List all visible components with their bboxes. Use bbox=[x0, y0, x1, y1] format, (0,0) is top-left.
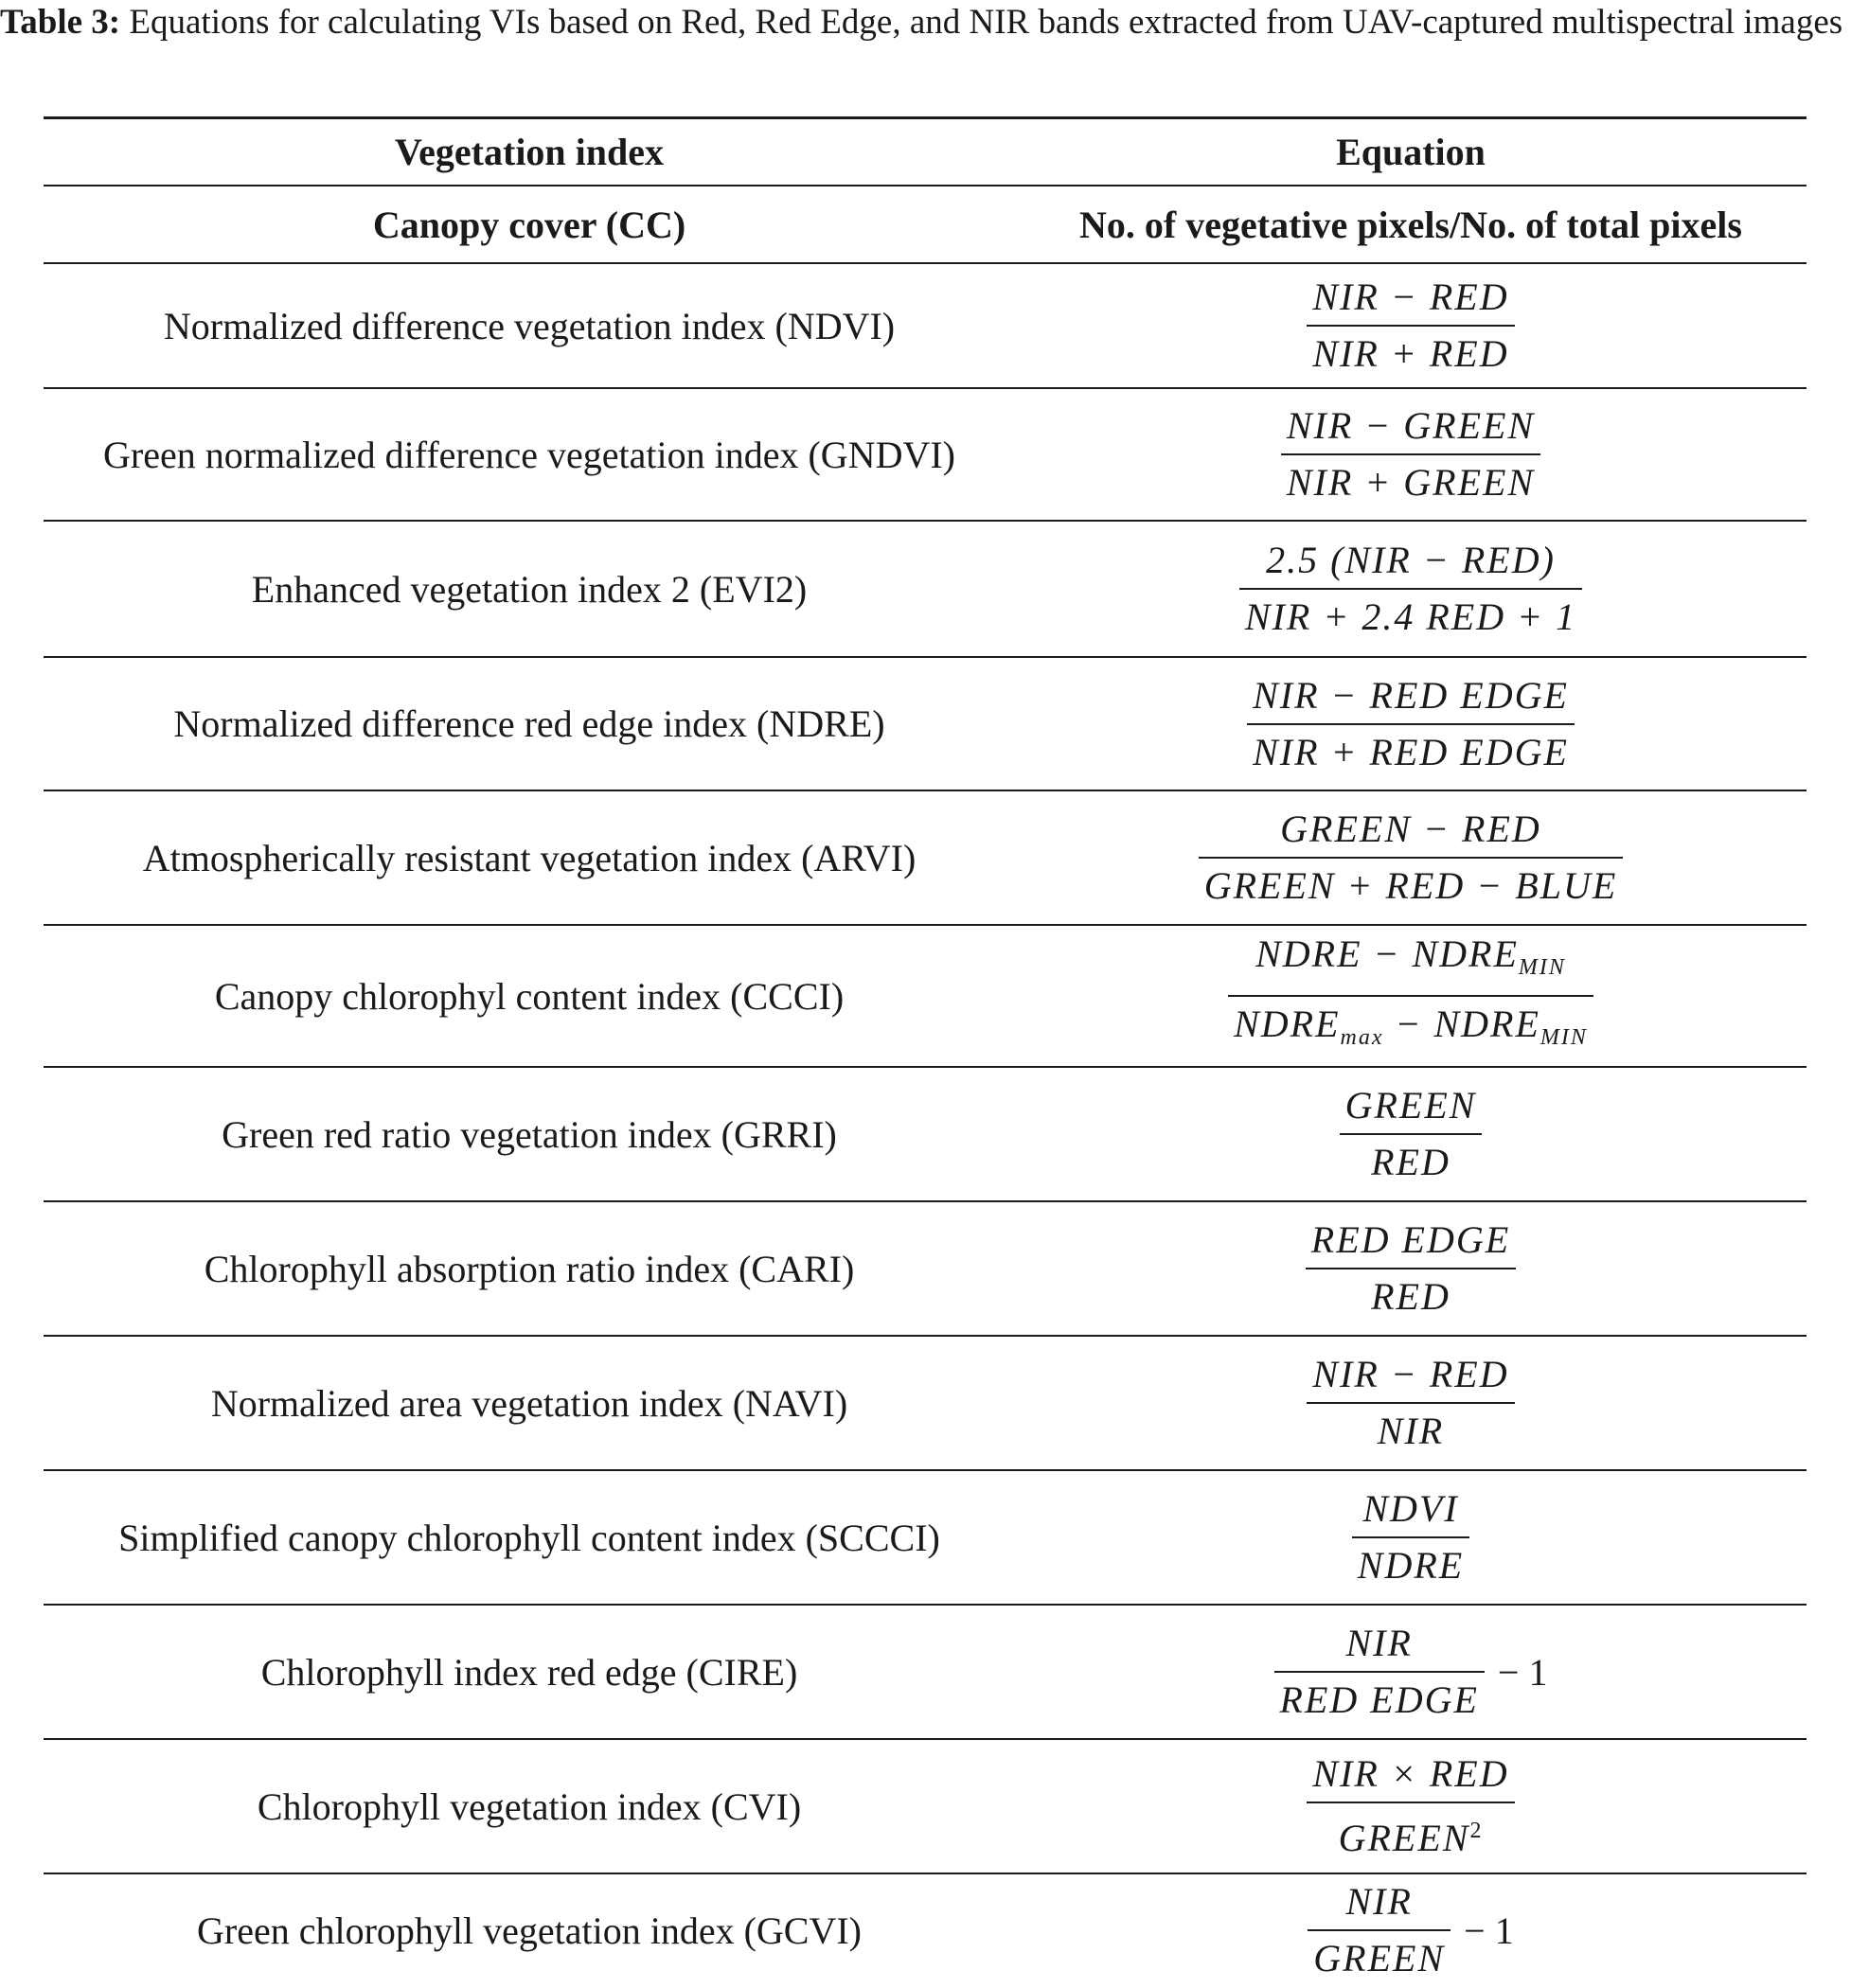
numerator-text: NDRE − NDRE bbox=[1255, 932, 1519, 975]
table-row-gcvi bbox=[44, 1874, 1807, 1986]
denominator: RED bbox=[1371, 1275, 1451, 1318]
table-row-cvi bbox=[44, 1740, 1807, 1873]
equation-fraction bbox=[1307, 1347, 1514, 1459]
numerator: GREEN − RED bbox=[1280, 808, 1541, 850]
row-name: Atmospherically resistant vegetation index (ARVI) bbox=[142, 836, 917, 879]
subscript: max bbox=[1340, 1025, 1384, 1050]
row-equation bbox=[1015, 658, 1807, 790]
denominator: NIR + RED bbox=[1312, 332, 1509, 375]
superscript: 2 bbox=[1469, 1819, 1484, 1843]
numerator: NDVI bbox=[1362, 1487, 1459, 1530]
equation-fraction bbox=[1274, 1616, 1485, 1728]
equation-fraction bbox=[1306, 1213, 1516, 1324]
row-name: Normalized difference red edge index (NDRE) bbox=[173, 702, 885, 745]
subscript: MIN bbox=[1518, 955, 1566, 980]
equation-fraction bbox=[1308, 1874, 1451, 1986]
table-row-arvi bbox=[44, 791, 1807, 924]
row-equation bbox=[1015, 264, 1807, 387]
row-name: Normalized area vegetation index (NAVI) bbox=[210, 1381, 848, 1425]
numerator: RED EDGE bbox=[1310, 1218, 1511, 1261]
caption-label: Table 3: bbox=[0, 3, 121, 42]
denominator: RED EDGE bbox=[1279, 1678, 1479, 1721]
denominator: NIR + 2.4 RED + 1 bbox=[1244, 595, 1577, 638]
row-equation bbox=[1015, 1471, 1807, 1604]
row-name: Canopy cover (CC) bbox=[372, 203, 686, 246]
table-caption bbox=[0, 0, 1851, 44]
table-row-cire bbox=[44, 1606, 1807, 1738]
denominator: NIR + RED EDGE bbox=[1253, 730, 1569, 773]
denominator bbox=[1333, 1803, 1489, 1866]
numerator: NIR − RED bbox=[1312, 1353, 1509, 1395]
row-name: Normalized difference vegetation index (NDVI) bbox=[163, 304, 896, 347]
row-name: Chlorophyll absorption ratio index (CARI) bbox=[204, 1247, 855, 1290]
numerator: NIR × RED bbox=[1312, 1752, 1509, 1795]
row-equation bbox=[1015, 926, 1807, 1066]
denominator bbox=[1228, 997, 1593, 1065]
numerator: NIR bbox=[1345, 1622, 1413, 1664]
row-name: Simplified canopy chlorophyll content index (SCCCI) bbox=[118, 1516, 940, 1559]
table-row-cari bbox=[44, 1202, 1807, 1335]
row-name: Canopy chlorophyl content index (CCCI) bbox=[214, 974, 845, 1018]
equation-fraction bbox=[1281, 399, 1540, 510]
equation-tail: − 1 bbox=[1497, 1650, 1548, 1694]
table-row-ccci bbox=[44, 926, 1807, 1066]
row-name: Green normalized difference vegetation index (GNDVI) bbox=[103, 433, 955, 476]
row-name: Green red ratio vegetation index (GRRI) bbox=[222, 1112, 837, 1156]
numerator: GREEN bbox=[1344, 1084, 1477, 1127]
table-header-row bbox=[44, 118, 1807, 185]
numerator: NIR − RED EDGE bbox=[1253, 673, 1569, 717]
table-row-ndvi bbox=[44, 264, 1807, 387]
table-row-gndvi bbox=[44, 389, 1807, 520]
table-row-sccci bbox=[44, 1471, 1807, 1604]
equation-fraction bbox=[1307, 1747, 1514, 1866]
numerator: NIR − RED bbox=[1312, 275, 1509, 318]
row-name: Chlorophyll index red edge (CIRE) bbox=[260, 1650, 798, 1694]
caption-text: Equations for calculating VIs based on Red, Red Edge, and NIR bands extracted from UAV-captured multispectral images bbox=[129, 3, 1843, 42]
denominator: NIR bbox=[1377, 1410, 1445, 1452]
equation-tail: − 1 bbox=[1464, 1908, 1514, 1952]
header-vegetation-index: Vegetation index bbox=[394, 130, 665, 173]
denominator: NIR + GREEN bbox=[1286, 461, 1536, 504]
denominator-text: GREEN bbox=[1338, 1817, 1470, 1859]
equation-fraction bbox=[1352, 1482, 1469, 1593]
row-name: Green chlorophyll vegetation index (GCVI) bbox=[196, 1908, 862, 1952]
equation-fraction bbox=[1199, 802, 1624, 914]
numerator: 2.5 (NIR − RED) bbox=[1266, 539, 1556, 581]
row-equation bbox=[1015, 1740, 1807, 1873]
table-row-evi2 bbox=[44, 522, 1807, 656]
row-equation bbox=[1015, 1202, 1807, 1335]
table-row-navi bbox=[44, 1337, 1807, 1469]
denominator: RED bbox=[1371, 1141, 1451, 1183]
numerator: NIR − GREEN bbox=[1286, 404, 1536, 447]
row-equation: No. of vegetative pixels/No. of total pixels bbox=[1079, 203, 1742, 246]
subscript: MIN bbox=[1540, 1025, 1588, 1050]
numerator bbox=[1250, 927, 1572, 995]
table-row-cc bbox=[44, 186, 1807, 262]
equation-fraction bbox=[1307, 270, 1514, 382]
row-equation bbox=[1015, 389, 1807, 520]
denominator-text: NDRE bbox=[1234, 1003, 1341, 1045]
denominator-text: − NDRE bbox=[1383, 1003, 1540, 1045]
numerator: NIR bbox=[1345, 1880, 1413, 1923]
equation-fraction bbox=[1340, 1078, 1483, 1190]
table-row-grri bbox=[44, 1068, 1807, 1200]
row-name: Chlorophyll vegetation index (CVI) bbox=[257, 1784, 802, 1828]
row-equation bbox=[1015, 1337, 1807, 1469]
denominator: NDRE bbox=[1357, 1544, 1465, 1587]
denominator: GREEN bbox=[1313, 1937, 1446, 1979]
row-equation bbox=[1015, 1068, 1807, 1200]
row-name: Enhanced vegetation index 2 (EVI2) bbox=[251, 567, 808, 611]
row-equation bbox=[1015, 1606, 1807, 1738]
table-row-ndre bbox=[44, 658, 1807, 790]
row-equation bbox=[1015, 791, 1807, 924]
equation-fraction bbox=[1239, 533, 1582, 645]
row-equation bbox=[1015, 1874, 1807, 1986]
row-equation bbox=[1015, 522, 1807, 656]
equation-fraction bbox=[1247, 668, 1575, 780]
equation-fraction bbox=[1228, 927, 1593, 1065]
denominator: GREEN + RED − BLUE bbox=[1203, 864, 1618, 907]
header-equation: Equation bbox=[1336, 130, 1486, 173]
